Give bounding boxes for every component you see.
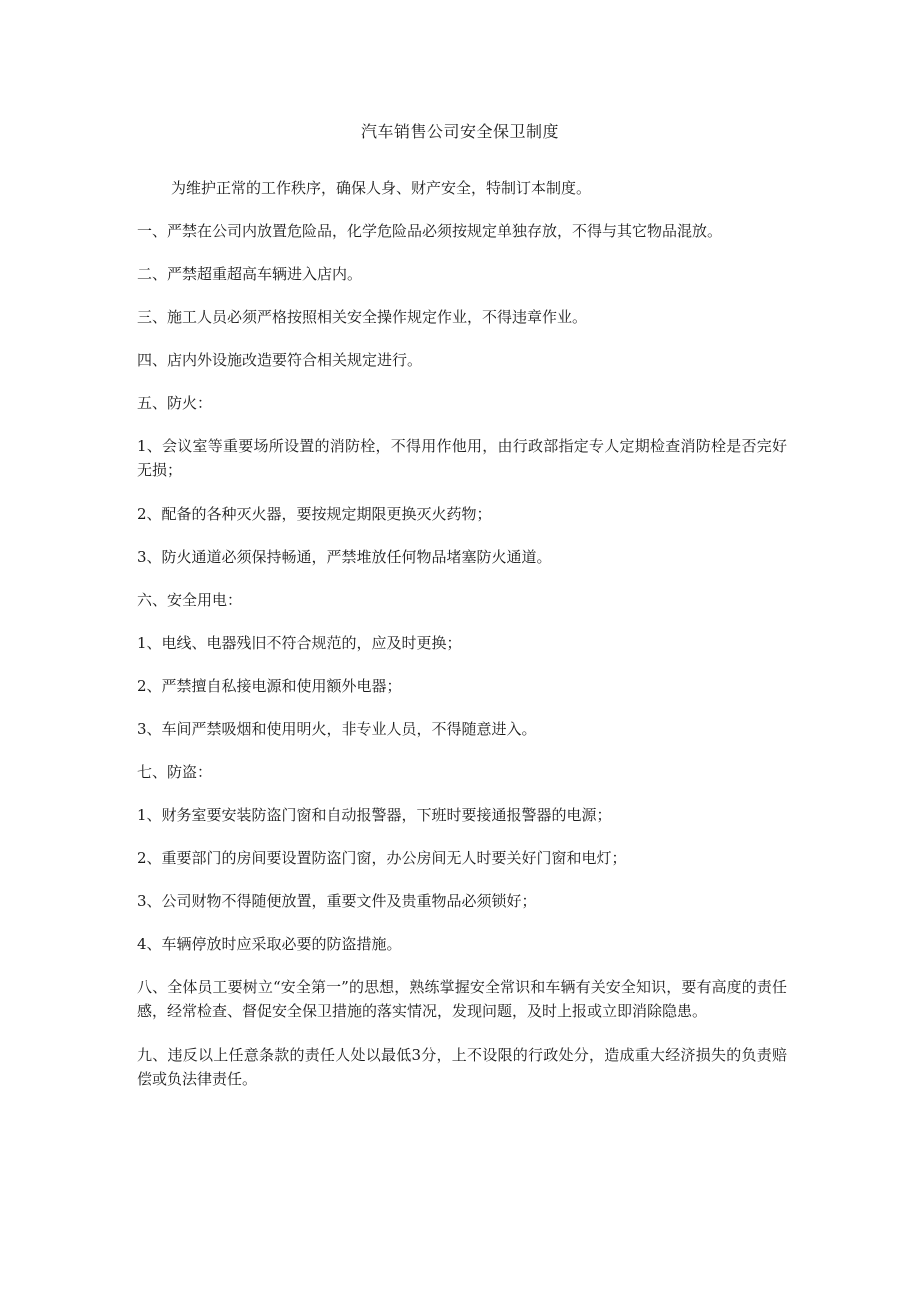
fire-item-3: 3、防火通道必须保持畅通，严禁堆放任何物品堵塞防火通道。: [137, 548, 552, 566]
theft-item-1: 1、财务室要安装防盗门窗和自动报警器，下班时要接通报警器的电源；: [137, 806, 612, 824]
document-title: 汽车销售公司安全保卫制度: [360, 122, 559, 141]
clause-2: 二、严禁超重超高车辆进入店内。: [137, 265, 363, 283]
section-theft-heading: 七、防盗：: [137, 763, 213, 781]
electric-item-2: 2、严禁擅自私接电源和使用额外电器；: [137, 677, 402, 695]
clause-1: 一、严禁在公司内放置危险品，化学危险品必须按规定单独存放，不得与其它物品混放。: [137, 222, 723, 240]
intro-paragraph: 为维护正常的工作秩序，确保人身、财产安全，特制订本制度。: [171, 179, 592, 197]
theft-item-4: 4、车辆停放时应采取必要的防盗措施。: [137, 935, 402, 953]
clause-8: 八、全体员工要树立“安全第一”的思想，熟练掌握安全常识和车辆有关安全知识，要有高度的责任感，经常检查、督促安全保卫措施的落实情况，发现问题，及时上报或立即消除隐患。: [137, 978, 787, 1020]
section-electric-heading: 六、安全用电：: [137, 591, 243, 609]
theft-item-3: 3、公司财物不得随便放置，重要文件及贵重物品必须锁好；: [137, 892, 537, 910]
fire-item-2: 2、配备的各种灭火器，要按规定期限更换灭火药物；: [137, 505, 492, 523]
clause-3: 三、施工人员必须严格按照相关安全操作规定作业，不得违章作业。: [137, 308, 588, 326]
clause-4: 四、店内外设施改造要符合相关规定进行。: [137, 351, 423, 369]
electric-item-3: 3、车间严禁吸烟和使用明火，非专业人员，不得随意进入。: [137, 720, 537, 738]
document-body: [137, 176, 787, 1091]
section-fire-heading: 五、防火：: [137, 394, 213, 412]
electric-item-1: 1、电线、电器残旧不符合规范的，应及时更换；: [137, 634, 462, 652]
theft-item-2: 2、重要部门的房间要设置防盗门窗，办公房间无人时要关好门窗和电灯；: [137, 849, 627, 867]
fire-item-1: 1、会议室等重要场所设置的消防栓，不得用作他用，由行政部指定专人定期检查消防栓是否完好无损；: [137, 437, 787, 479]
clause-9: 九、违反以上任意条款的责任人处以最低3分，上不设限的行政处分，造成重大经济损失的负责赔偿或负法律责任。: [137, 1046, 787, 1088]
